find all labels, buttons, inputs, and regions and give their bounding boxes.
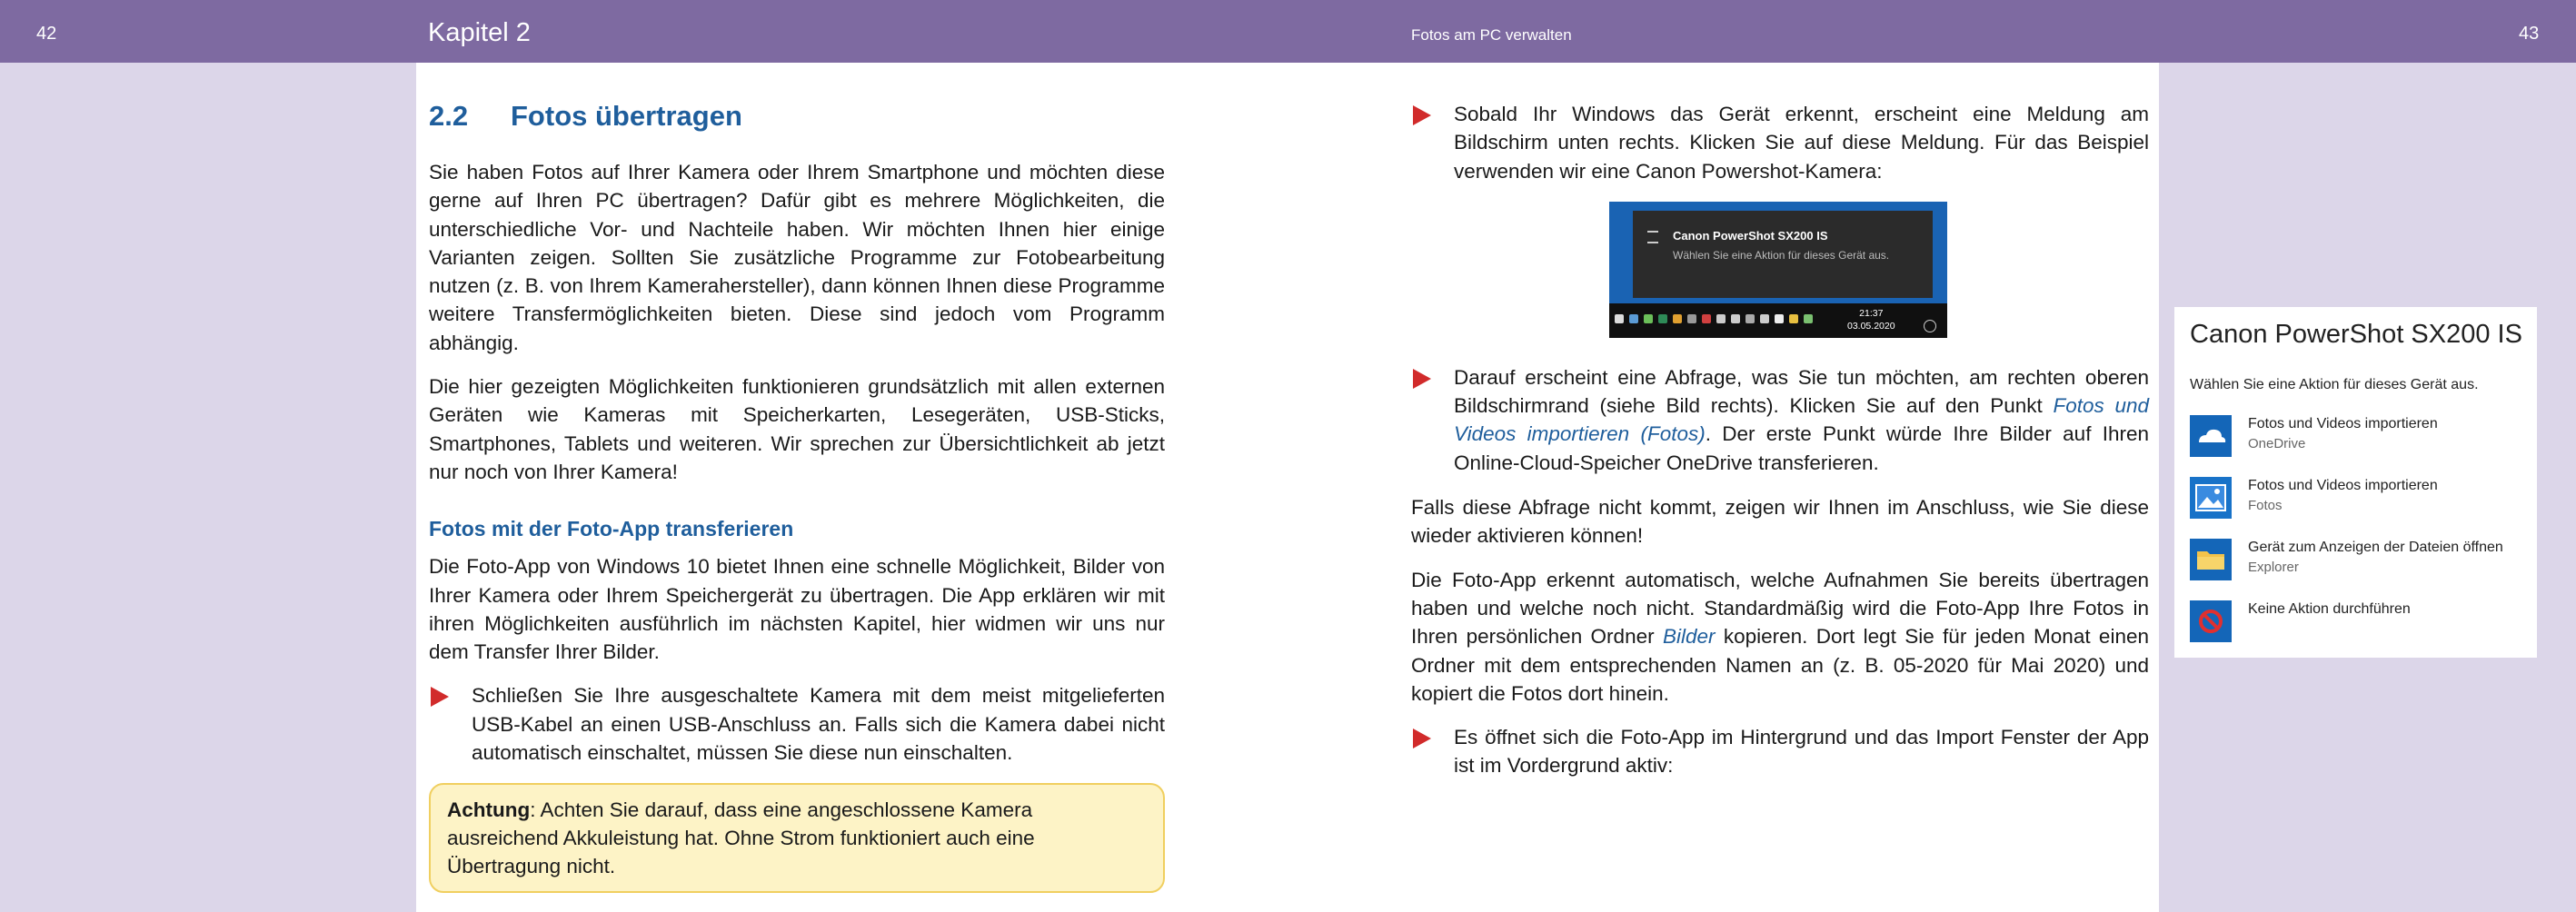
tray-icon: [1615, 314, 1624, 323]
left-page-content: [429, 100, 1165, 893]
notification-icon: [1647, 231, 1658, 243]
instruction-step: [429, 681, 1165, 767]
folder-reference: Bilder: [1662, 625, 1716, 649]
paragraph: [1411, 566, 2149, 708]
tray-icon: [1731, 314, 1740, 323]
option-sub: Fotos: [2248, 498, 2283, 513]
paragraph: Sie haben Fotos auf Ihrer Kamera oder Ihrem Smartphone und möchten diese gerne auf Ihren PC übertragen? Dafür gibt es mehrere Möglichkeiten, die unterschiedliche Vor- und Nachteile haben. Wir möchten Ihnen hier einige Varianten zeigen. Sollten Sie zusätzliche Programme zur Fotobearbeitung nutzen (z. B. von Ihrem Kamerahersteller), dann können Ihnen diese Programme weitere Transfermöglichkeiten bieten. Diese sind jedoch vom Programm abhängig.: [429, 161, 1165, 354]
option-label: Fotos und Videos importieren: [2248, 478, 2438, 493]
section-heading-text: Fotos übertragen: [511, 100, 742, 132]
tray-icon: [1716, 314, 1726, 323]
tray-icon: [1687, 314, 1696, 323]
instruction-step: [1411, 723, 2149, 780]
paragraph: Die Foto-App von Windows 10 bietet Ihnen eine schnelle Möglichkeit, Bilder von Ihrer Kamera oder Ihrem Speichergerät zu übertragen. Die App erklären wir mit ihren Möglichkeiten ausführlich im nächsten Kapitel, hier widmen wir uns nur dem Transfer Ihrer Bilder.: [429, 555, 1165, 664]
warning-box: [429, 783, 1165, 893]
page-header: [0, 0, 2576, 63]
warning-text: : Achten Sie darauf, dass eine angeschlossene Kamera ausreichend Akkuleistung hat. Ohne Strom funktioniert auch eine Übertragung nicht.: [447, 798, 1035, 878]
clock-time: 21:37: [1859, 307, 1884, 319]
page-number-right: 43: [2519, 24, 2540, 44]
option-sub: Explorer: [2248, 560, 2299, 575]
warning-label: Achtung: [447, 798, 531, 822]
panel-option-fotos[interactable]: [2190, 475, 2526, 520]
step-text: [1454, 363, 2149, 477]
panel-subtitle: Wählen Sie eine Aktion für dieses Gerät aus.: [2190, 377, 2479, 392]
chapter-title: Kapitel 2: [428, 18, 531, 47]
paragraph: Die hier gezeigten Möglichkeiten funktionieren grundsätzlich mit allen externen Geräten wie Kameras mit Speicherkarten, Lesegeräten, USB-Sticks, Smartphones, Tablets und weiteren. Wir sprechen zur Übersichtlichkeit ab jetzt nur noch von Ihrer Kamera!: [429, 375, 1165, 483]
tray-icon: [1746, 314, 1755, 323]
menu-item-reference: Fotos und Videos importieren (Fotos): [1454, 394, 2149, 446]
photos-icon: [2190, 477, 2232, 519]
section-heading: [429, 100, 1165, 133]
tray-icon: [1760, 314, 1769, 323]
clock-date: 03.05.2020: [1847, 320, 1895, 332]
panel-option-no-action[interactable]: [2190, 599, 2526, 644]
option-sub: OneDrive: [2248, 436, 2306, 451]
subheading: Fotos mit der Foto-App transferieren: [429, 517, 794, 541]
notification-screenshot: [1609, 202, 1947, 338]
step-text: Es öffnet sich die Foto-App im Hintergrund und das Import Fenster der App ist im Vordergrund aktiv:: [1454, 726, 2149, 778]
notification-text: Wählen Sie eine Aktion für dieses Gerät aus.: [1673, 248, 1890, 262]
option-label: Keine Aktion durchführen: [2248, 601, 2411, 617]
taskbar: [1609, 303, 1947, 338]
option-label: Gerät zum Anzeigen der Dateien öffnen: [2248, 540, 2503, 555]
page-number-left: 42: [36, 24, 57, 44]
notification-title: Canon PowerShot SX200 IS: [1673, 228, 1828, 243]
triangle-bullet-icon: [1413, 369, 1431, 389]
folder-icon: [2190, 539, 2232, 580]
triangle-bullet-icon: [431, 687, 449, 707]
tray-icon: [1629, 314, 1638, 323]
onedrive-icon: [2190, 415, 2232, 457]
tray-icons: [1615, 314, 1813, 323]
triangle-bullet-icon: [1413, 729, 1431, 748]
tray-icon: [1789, 314, 1798, 323]
autoplay-panel: [2174, 307, 2537, 658]
tray-icon: [1658, 314, 1667, 323]
device-notification-popup: [1633, 211, 1933, 298]
running-section-title: Fotos am PC verwalten: [1411, 26, 1572, 44]
panel-title: Canon PowerShot SX200 IS: [2190, 320, 2522, 349]
step-text-part: Darauf erscheint eine Abfrage, was Sie tun möchten, am rechten oberen Bildschirmrand (siehe Bild rechts). Klicken Sie auf den Punkt: [1454, 365, 2149, 418]
taskbar-clock: [1847, 307, 1895, 332]
section-number: 2.2: [429, 100, 469, 132]
tray-icon: [1644, 314, 1653, 323]
right-page-content: [1411, 100, 2149, 797]
panel-option-explorer[interactable]: [2190, 537, 2526, 582]
instruction-step: [1411, 100, 2149, 185]
no-action-icon: [2190, 600, 2232, 642]
action-center-icon: [1924, 320, 1936, 332]
paragraph-part: kopieren. Dort legt Sie für jeden Monat einen Ordner mit dem entsprechenden Namen an (z. B. 05-2020 für Mai 2020) und kopiert die Fotos dort hinein.: [1411, 625, 2149, 705]
triangle-bullet-icon: [1413, 105, 1431, 125]
paragraph: Falls diese Abfrage nicht kommt, zeigen wir Ihnen im Anschluss, wie Sie diese wieder aktivieren können!: [1411, 496, 2149, 548]
tray-icon: [1673, 314, 1682, 323]
paragraph-part: Die Foto-App erkennt automatisch, welche Aufnahmen Sie bereits übertragen haben und welche noch nicht. Standardmäßig wird die Foto-App Ihre Fotos in Ihren persönlichen Ordner: [1411, 568, 2149, 649]
instruction-step: [1411, 363, 2149, 477]
tray-icon: [1804, 314, 1813, 323]
step-text: Sobald Ihr Windows das Gerät erkennt, erscheint eine Meldung am Bildschirm unten rechts. Klicken Sie auf diese Meldung. Für das Beispiel verwenden wir eine Canon Powershot-Kamera:: [1454, 103, 2149, 183]
step-text: Schließen Sie Ihre ausgeschaltete Kamera mit dem meist mitgelieferten USB-Kabel an einen USB-Anschluss an. Falls sich die Kamera dabei nicht automatisch einschaltet, müssen Sie diese nun einschalten.: [472, 684, 1165, 765]
option-label: Fotos und Videos importieren: [2248, 416, 2438, 431]
tray-icon: [1702, 314, 1711, 323]
tray-icon: [1775, 314, 1784, 323]
step-text-part: . Der erste Punkt würde Ihre Bilder auf Ihren Online-Cloud-Speicher OneDrive transferieren.: [1454, 422, 2149, 474]
panel-option-onedrive[interactable]: [2190, 413, 2526, 459]
